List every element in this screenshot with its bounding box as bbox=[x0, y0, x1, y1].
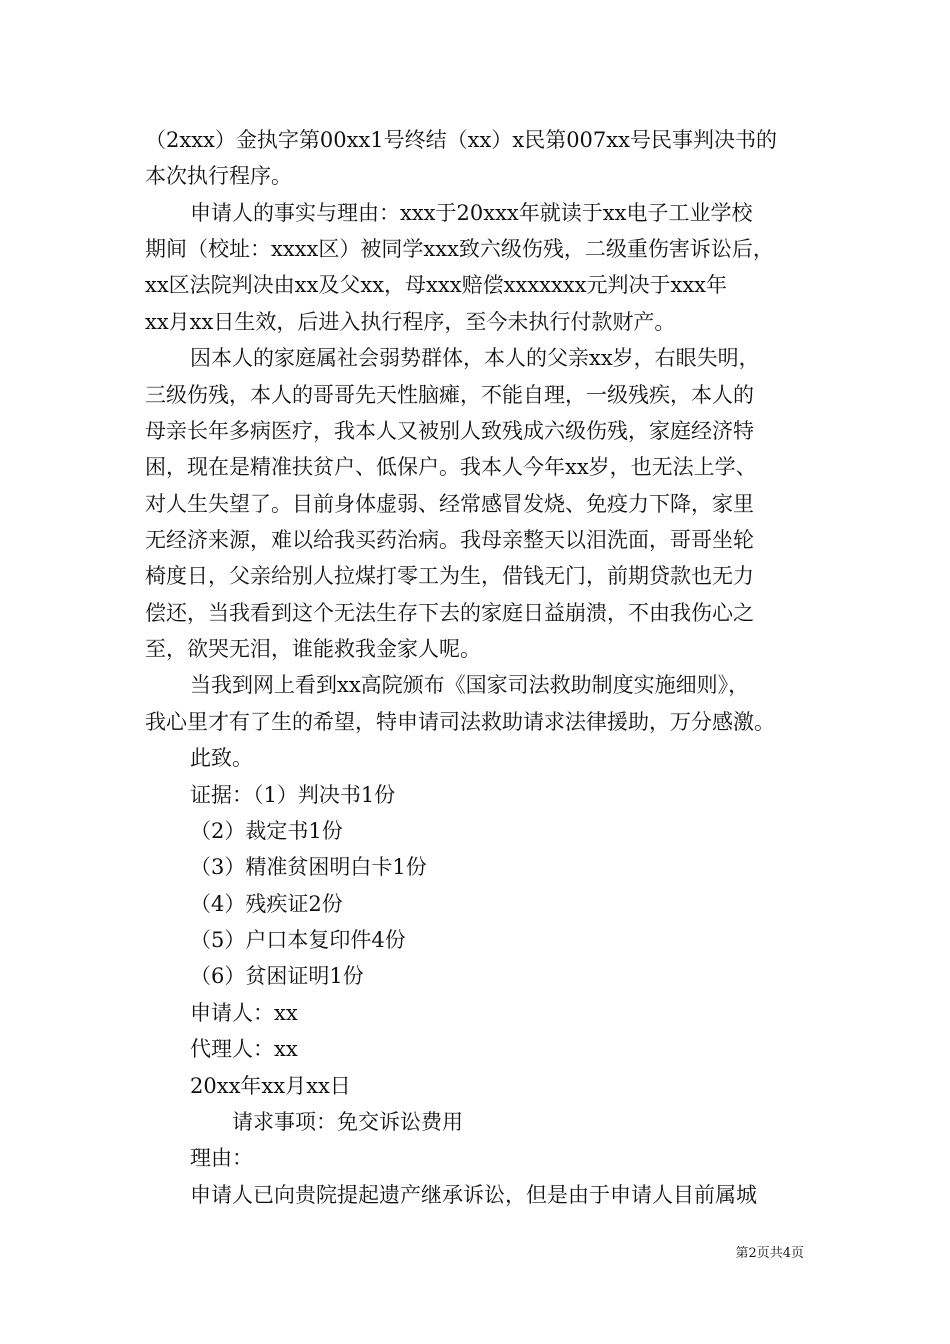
text-line: 我心里才有了生的希望，特申请司法救助请求法律援助，万分感激。 bbox=[145, 710, 775, 734]
text-line: 因本人的家庭属社会弱势群体，本人的父亲xx岁，右眼失明， bbox=[190, 346, 760, 370]
text-line: 理由： bbox=[190, 1146, 253, 1170]
text-line: 申请人已向贵院提起遗产继承诉讼，但是由于申请人目前属城 bbox=[190, 1183, 757, 1207]
text-line: （4）残疾证2份 bbox=[190, 892, 343, 916]
text-line: 期间（校址：xxxx区）被同学xxx致六级伤残，二级重伤害诉讼后， bbox=[145, 237, 774, 261]
page-number: 第2页共4页 bbox=[735, 1246, 804, 1261]
text-line: （2）裁定书1份 bbox=[190, 819, 343, 843]
text-line: 对人生失望了。目前身体虚弱、经常感冒发烧、免疫力下降，家里 bbox=[145, 492, 754, 516]
text-line: 申请人：xx bbox=[190, 1001, 298, 1025]
text-line: （2xxx）金执字第00xx1号终结（xx）x民第007xx号民事判决书的 bbox=[145, 128, 777, 152]
text-line: 证据：（1）判决书1份 bbox=[190, 783, 396, 807]
text-line: 申请人的事实与理由：xxx于20xxx年就读于xx电子工业学校 bbox=[190, 201, 753, 225]
text-line: 偿还，当我看到这个无法生存下去的家庭日益崩溃，不由我伤心之 bbox=[145, 601, 754, 625]
text-line: （6）贫困证明1份 bbox=[190, 964, 364, 988]
text-line: xx月xx日生效，后进入执行程序，至今未执行付款财产。 bbox=[145, 310, 676, 334]
text-line: 至，欲哭无泪，谁能救我金家人呢。 bbox=[145, 637, 481, 661]
text-line: 代理人：xx bbox=[190, 1037, 298, 1061]
text-line: 此致。 bbox=[190, 746, 253, 770]
text-line: xx区法院判决由xx及父xx，母xxx赔偿xxxxxxx元判决于xxx年 bbox=[145, 273, 728, 297]
text-line: 无经济来源，难以给我买药治病。我母亲整天以泪洗面，哥哥坐轮 bbox=[145, 528, 754, 552]
text-line: 请求事项：免交诉讼费用 bbox=[232, 1110, 463, 1134]
text-line: 三级伤残，本人的哥哥先天性脑瘫，不能自理，一级残疾，本人的 bbox=[145, 383, 754, 407]
text-line: （5）户口本复印件4份 bbox=[190, 928, 406, 952]
text-line: 困，现在是精准扶贫户、低保户。我本人今年xx岁，也无法上学、 bbox=[145, 455, 757, 479]
text-line: 椅度日，父亲给别人拉煤打零工为生，借钱无门，前期贷款也无力 bbox=[145, 564, 754, 588]
text-line: 母亲长年多病医疗，我本人又被别人致残成六级伤残，家庭经济特 bbox=[145, 419, 754, 443]
text-line: 当我到网上看到xx高院颁布《国家司法救助制度实施细则》， bbox=[190, 673, 750, 697]
text-line: 本次执行程序。 bbox=[145, 164, 292, 188]
text-line: 20xx年xx月xx日 bbox=[190, 1074, 351, 1098]
text-line: （3）精准贫困明白卡1份 bbox=[190, 855, 427, 879]
